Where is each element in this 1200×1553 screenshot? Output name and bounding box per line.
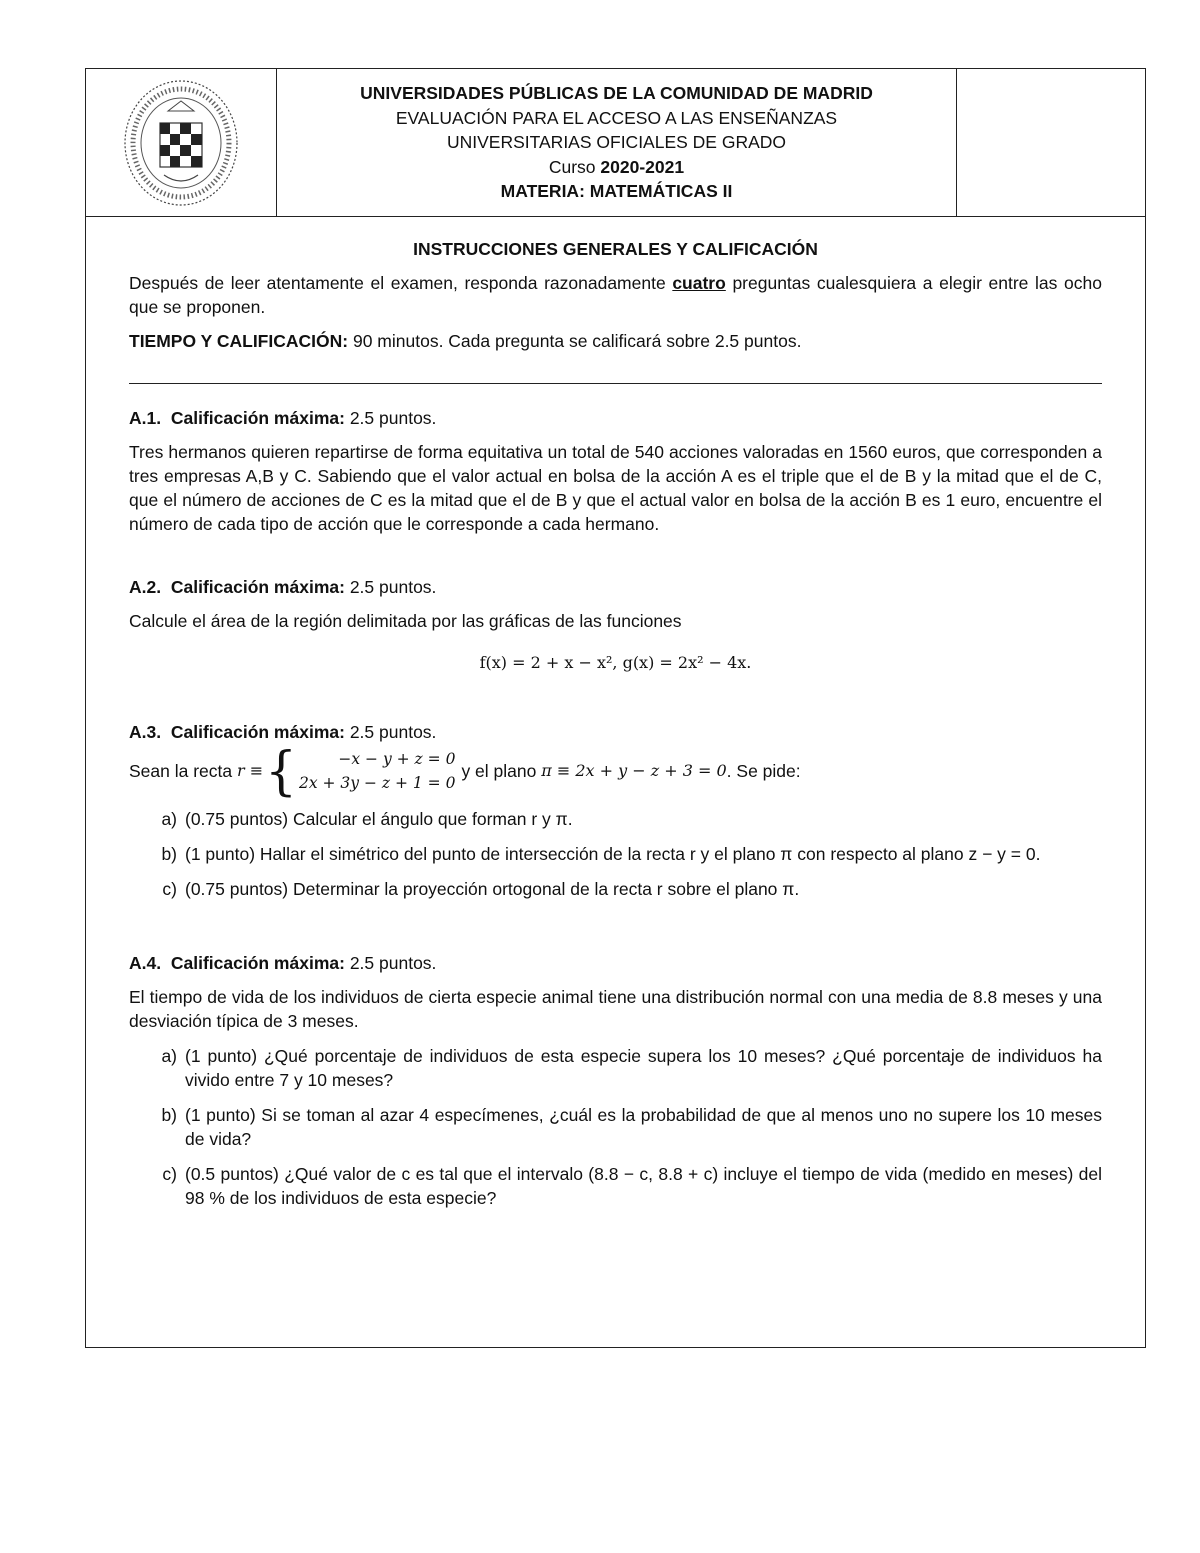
course-label: Curso bbox=[548, 156, 596, 177]
evaluation-subtitle: UNIVERSITARIAS OFICIALES DE GRADO bbox=[446, 132, 787, 153]
question-a1-label: A.1. bbox=[129, 408, 162, 428]
instructions-text-after: preguntas cualesquiera a elegir entre las ocho que se proponen. bbox=[129, 273, 1102, 317]
equation-1: −x − y + z = 0 bbox=[338, 750, 456, 768]
item-label: c) bbox=[162, 1164, 177, 1184]
instructions-text-before: Después de leer atentamente el examen, responda razonadamente bbox=[129, 273, 666, 293]
course-value: 2020-2021 bbox=[600, 156, 685, 177]
question-a2-text: Calcule el área de la región delimitada por las gráficas de las funciones bbox=[129, 611, 682, 631]
question-a2-label: A.2. bbox=[129, 577, 162, 597]
list-item bbox=[129, 877, 1102, 901]
question-a4-grade-value: 2.5 puntos. bbox=[349, 953, 437, 973]
university-title: UNIVERSIDADES PÚBLICAS DE LA COMUNIDAD DE MADRID bbox=[360, 83, 873, 104]
question-a3-grade-label: Calificación máxima: bbox=[170, 722, 345, 742]
item-label: b) bbox=[161, 1105, 177, 1125]
item-text: (1 punto) ¿Qué porcentaje de individuos de esta especie supera los 10 meses? ¿Qué porcentaje de individuos ha vivido entre 7 y 10 meses? bbox=[185, 1046, 1102, 1090]
item-text: (1 punto) Si se toman al azar 4 especímenes, ¿cuál es la probabilidad de que al menos uno no supere los 10 meses de vida? bbox=[185, 1105, 1102, 1149]
equation-list bbox=[299, 747, 455, 795]
subject-title: MATERIA: MATEMÁTICAS II bbox=[500, 181, 733, 202]
equation-2: 2x + 3y − z + 1 = 0 bbox=[298, 774, 456, 792]
question-a4-items bbox=[129, 1044, 1102, 1210]
item-label: a) bbox=[161, 809, 177, 829]
exam-content bbox=[86, 217, 1145, 1210]
question-a3-items bbox=[129, 807, 1102, 901]
question-a4-text: El tiempo de vida de los individuos de cierta especie animal tiene una distribución normal con una media de 8.8 meses y una desviación típica de 3 meses. bbox=[129, 987, 1102, 1031]
question-a1-grade-value: 2.5 puntos. bbox=[349, 408, 437, 428]
question-a3-intro: Sean la recta bbox=[129, 761, 233, 781]
list-item bbox=[129, 842, 1102, 866]
question-a4-heading bbox=[129, 951, 1102, 975]
item-text: (1 punto) Hallar el simétrico del punto de intersección de la recta r y el plano π con respecto al plano z − y = 0. bbox=[185, 844, 1041, 864]
item-label: b) bbox=[161, 844, 177, 864]
question-a2-grade-label: Calificación máxima: bbox=[170, 577, 345, 597]
question-a2-formula: f(x) = 2 + x − x², g(x) = 2x² − 4x. bbox=[479, 653, 752, 672]
item-text: (0.75 puntos) Determinar la proyección ortogonal de la recta r sobre el plano π. bbox=[185, 879, 800, 899]
divider bbox=[129, 383, 1102, 384]
list-item bbox=[129, 1103, 1102, 1151]
item-text: (0.5 puntos) ¿Qué valor de c es tal que el intervalo (8.8 − c, 8.8 + c) incluye el tiempo de vida (medido en meses) del 98 % de los individuos de esta especie? bbox=[185, 1164, 1102, 1208]
question-a2-heading bbox=[129, 575, 1102, 599]
question-a1-grade-label: Calificación máxima: bbox=[170, 408, 345, 428]
line-r-definition: r ≡ bbox=[237, 761, 264, 780]
instructions-title: INSTRUCCIONES GENERALES Y CALIFICACIÓN bbox=[413, 239, 818, 259]
exam-frame bbox=[85, 68, 1146, 1348]
exam-title-block bbox=[277, 69, 956, 216]
se-pide: . Se pide: bbox=[726, 761, 801, 781]
item-label: c) bbox=[162, 879, 177, 899]
plane-text: y el plano bbox=[461, 761, 537, 781]
question-a4-label: A.4. bbox=[129, 953, 162, 973]
list-item bbox=[129, 1162, 1102, 1210]
university-seal-icon bbox=[120, 75, 242, 211]
question-a1-text: Tres hermanos quieren repartirse de forma equitativa un total de 540 acciones valoradas en 1560 euros, que corresponden a tres empresas A,B y C. Sabiendo que el valor actual en bolsa de la acción A es el triple que el de B y la mitad que el de C, que el número de acciones de C es la mitad que el de B y que el actual valor en bolsa de la acción B es 1 euro, encuentre el número de cada tipo de acción que le corresponde a cada hermano. bbox=[129, 442, 1102, 534]
question-a3-grade-value: 2.5 puntos. bbox=[349, 722, 437, 742]
question-a1-heading bbox=[129, 406, 1102, 430]
question-a3-label: A.3. bbox=[129, 722, 162, 742]
time-text: 90 minutos. Cada pregunta se calificará sobre 2.5 puntos. bbox=[352, 331, 802, 351]
plane-equation: π ≡ 2x + y − z + 3 = 0 bbox=[541, 761, 727, 780]
equation-system bbox=[263, 740, 461, 802]
evaluation-title: EVALUACIÓN PARA EL ACCESO A LAS ENSEÑANZAS bbox=[395, 107, 838, 128]
exam-header bbox=[86, 69, 1145, 217]
blank-cell bbox=[956, 69, 1145, 216]
question-a3-statement bbox=[129, 740, 1102, 802]
logo-cell bbox=[86, 69, 277, 216]
question-a4-grade-label: Calificación máxima: bbox=[170, 953, 345, 973]
time-label: TIEMPO Y CALIFICACIÓN: bbox=[129, 331, 349, 351]
item-text: (0.75 puntos) Calcular el ángulo que forman r y π. bbox=[185, 809, 573, 829]
list-item bbox=[129, 807, 1102, 831]
question-a2-grade-value: 2.5 puntos. bbox=[349, 577, 437, 597]
list-item bbox=[129, 1044, 1102, 1092]
time-line bbox=[129, 329, 1102, 353]
instructions-text bbox=[129, 271, 1102, 319]
brace-icon: { bbox=[265, 740, 297, 802]
item-label: a) bbox=[161, 1046, 177, 1066]
course-line bbox=[549, 155, 684, 180]
instructions-emphasis: cuatro bbox=[672, 273, 726, 293]
